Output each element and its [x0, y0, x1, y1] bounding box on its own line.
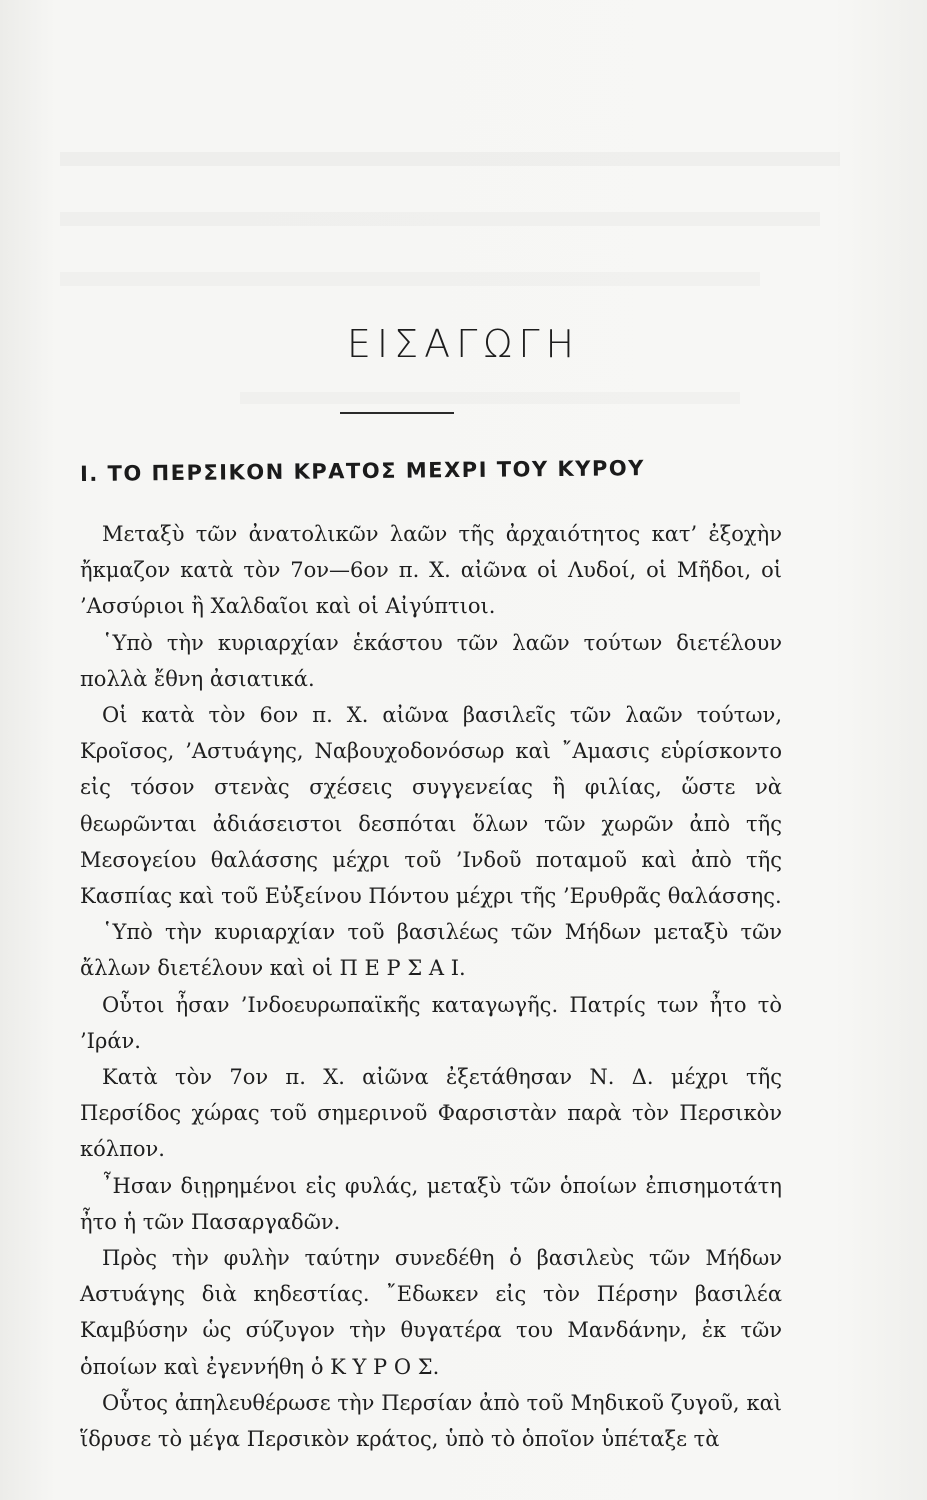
paragraph: Οὗτοι ἦσαν ’Ινδοευρωπαϊκῆς καταγωγῆς. Πατρίς των ἦτο τὸ ’Ιράν. [80, 992, 782, 1053]
paragraph: ῾Υπὸ τὴν κυριαρχίαν τοῦ βασιλέως τῶν Μήδων μεταξὺ τῶν ἄλλων διετέλουν καὶ οἱ Π Ε Ρ Σ Α Ι. [80, 920, 782, 981]
chapter-title: ΕΙΣΑΓΩΓΗ [346, 322, 581, 366]
paragraph: Μεταξὺ τῶν ἀνατολικῶν λαῶν τῆς ἀρχαιότητος κατ’ ἐξοχὴν ἤκμαζον κατὰ τὸν 7ον—6ον π. Χ. αἰῶνα οἱ Λυδοί, οἱ Μῆδοι, οἱ ’Ασσύριοι ἢ Χαλδαῖοι καὶ οἱ Αἰγύπτιοι. [80, 522, 782, 619]
paragraph: ῾Υπὸ τὴν κυριαρχίαν ἑκάστου τῶν λαῶν τούτων διετέλουν πολλὰ ἔθνη ἀσιατικά. [80, 630, 782, 691]
paragraph: ῏Ησαν διῃρημένοι εἰς φυλάς, μεταξὺ τῶν ὁποίων ἐπισημοτάτη ἦτο ἡ τῶν Πασαργαδῶν. [80, 1173, 782, 1234]
paragraph: Οὗτος ἀπηλευθέρωσε τὴν Περσίαν ἀπὸ τοῦ Μηδικοῦ ζυγοῦ, καὶ ἵδρυσε τὸ μέγα Περσικὸν κράτος, ὑπὸ τὸ ὁποῖον ὑπέταξε τὰ [80, 1390, 782, 1452]
body-text [80, 516, 782, 1457]
section-heading: Ι. ΤΟ ΠΕΡΣΙΚΟΝ ΚΡΑΤΟΣ ΜΕΧΡΙ ΤΟΥ ΚΥΡΟΥ [79, 456, 646, 486]
paragraph: Πρὸς τὴν φυλὴν ταύτην συνεδέθη ὁ βασιλεὺς τῶν Μήδων Αστυάγης διὰ κηδεστίας. ῎Εδωκεν εἰς τὸν Πέρσην βασιλέα Καμβύσην ὡς σύζυγον τὴν θυγατέρα του Μανδάνην, ἐκ τῶν ὁποίων καὶ ἐγεννήθη ὁ Κ Υ Ρ Ο Σ. [80, 1246, 782, 1379]
paragraph: Κατὰ τὸν 7ον π. Χ. αἰῶνα ἐξετάθησαν Ν. Δ. μέχρι τῆς Περσίδος χώρας τοῦ σημερινοῦ Φαρσιστὰν παρὰ τὸν Περσικὸν κόλπον. [80, 1065, 782, 1162]
paragraph: Οἱ κατὰ τὸν 6ον π. Χ. αἰῶνα βασιλεῖς τῶν λαῶν τούτων, Κροῖσος, ’Αστυάγης, Ναβουχοδονόσωρ καὶ ῎Αμασις εὑρίσκοντο εἰς τόσον στενὰς σχέσεις συγγενείας ἢ φιλίας, ὥστε νὰ θεωρῶνται ἀδιάσειστοι δεσπόται ὅλων τῶν χωρῶν ἀπὸ τῆς Μεσογείου θαλάσσης μέχρι τοῦ ’Ινδοῦ ποταμοῦ καὶ ἀπὸ τῆς Κασπίας καὶ τοῦ Εὐξείνου Πόντου μέχρι τῆς ’Ερυθρᾶς θαλάσσης. [80, 703, 782, 909]
title-divider [340, 412, 454, 414]
